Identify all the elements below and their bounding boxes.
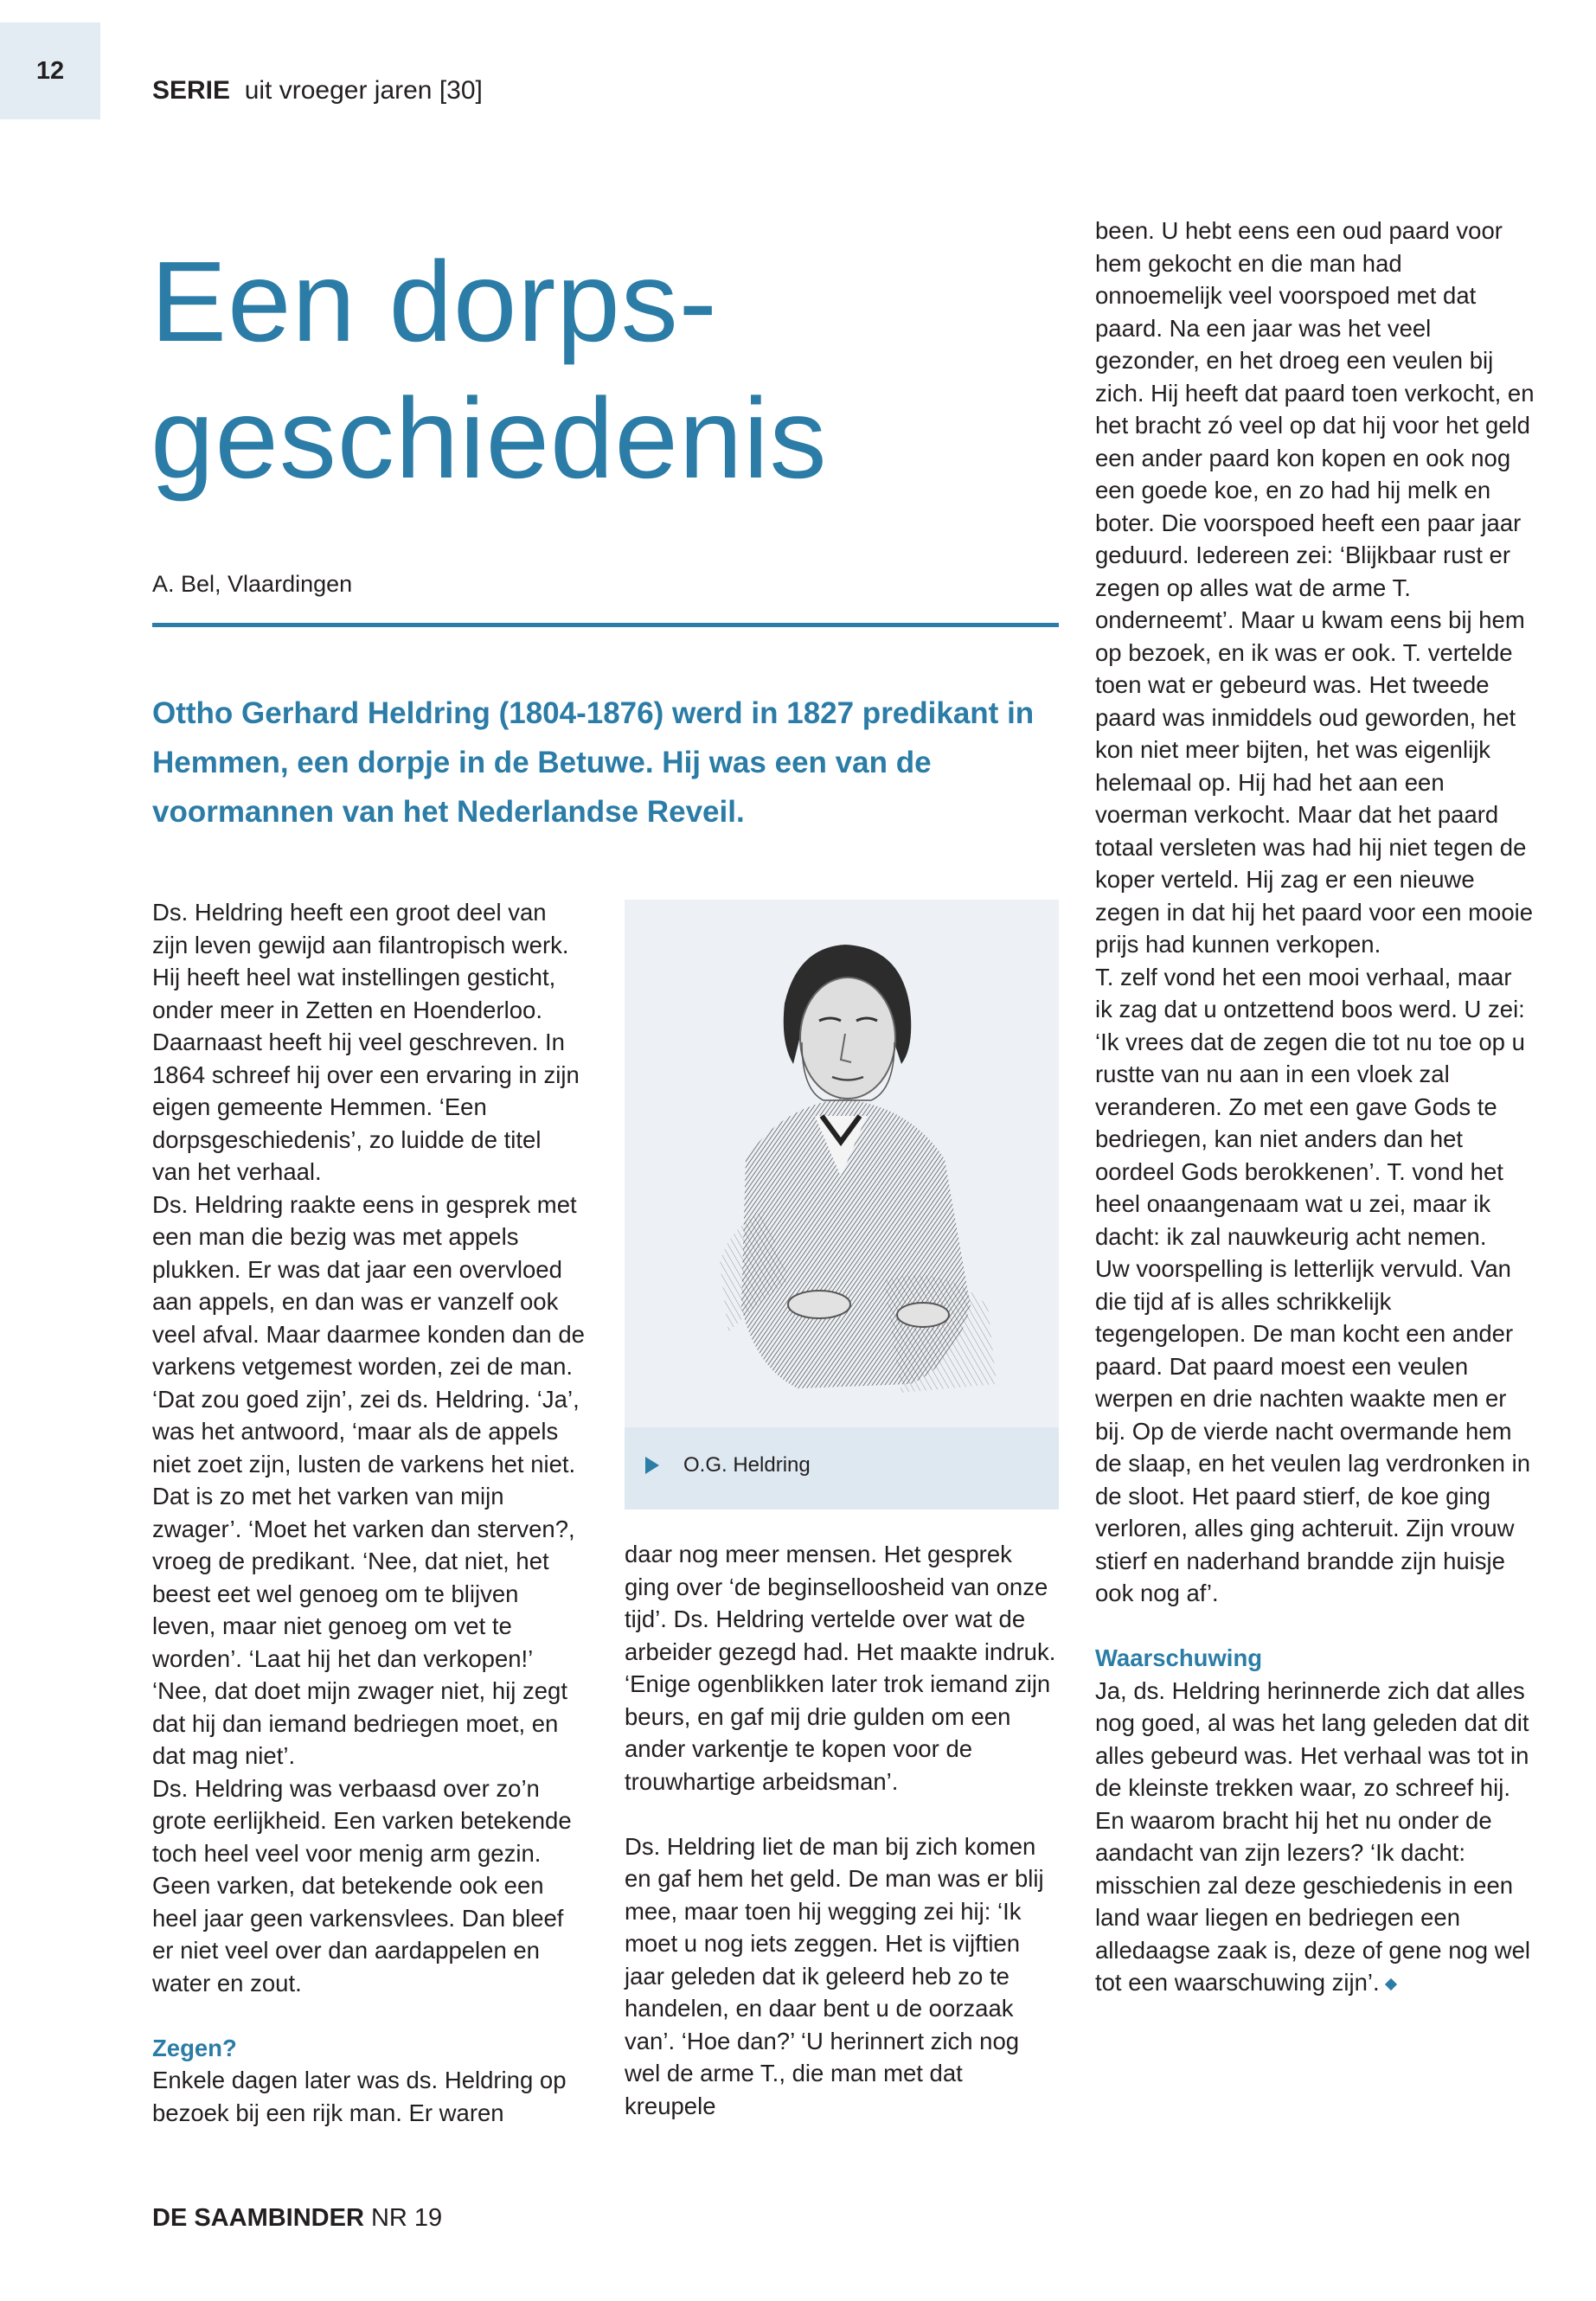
paragraph: Ds. Heldring was verbaasd over zo’n grote eerlijkheid. Een varken betekende toch heel veel voor menig arm gezin. Geen varken, dat betekende ook een heel jaar geen varkensvlees. Dan bleef er niet veel over dan aardappelen en water en zout. bbox=[152, 1774, 572, 1997]
page-number: 12 bbox=[0, 22, 100, 119]
text-column-2 bbox=[625, 1538, 1057, 2122]
series-title: uit vroeger jaren [30] bbox=[244, 76, 483, 105]
article-lede: Ottho Gerhard Heldring (1804-1876) werd in 1827 predikant in Hemmen, een dorpje in de Betuwe. Hij was een van de voormannen van het Nederlandse Reveil. bbox=[152, 696, 1035, 829]
paragraph: Ds. Heldring raakte eens in gesprek met een man die bezig was met appels plukken. Er was dat jaar een overvloed aan appels, en dan was er vanzelf ook veel afval. Maar daarmee konden dan de varkens vetgemest worden, zei de man. ‘Dat zou goed zijn’, zei ds. Heldring. ‘Ja’, was het antwoord, ‘maar als de appels niet zoet zijn, lusten de varkens het niet. Dat is zo met het varken van mijn zwager’. ‘Moet het varken dan sterven?, vroeg de predikant. ‘Nee, dat niet, het beest eet wel genoeg om te blijven leven, maar niet genoeg om vet te worden’. ‘Laat hij het dan verkopen!’ ‘Nee, dat doet mijn zwager niet, hij zegt dat hij dan iemand bedriegen moet, en dat mag niet’. bbox=[152, 1190, 585, 1769]
section-heading-waarschuwing: Waarschuwing bbox=[1095, 1644, 1263, 1671]
text-column-3 bbox=[1095, 215, 1535, 1999]
title-divider bbox=[152, 623, 1059, 627]
title-line-1: Een dorps- bbox=[151, 238, 718, 365]
title-line-2: geschiedenis bbox=[151, 375, 828, 502]
issue-number: NR 19 bbox=[370, 2204, 443, 2232]
paragraph: Uw voorspelling is letterlijk vervuld. Van die tijd af is alles schrikkelijk tegengelopen. De man kocht een ander paard. Dat paard moest een veulen werpen en drie nachten waakte men er bij. Op de vierde nacht overmande hem de slaap, en het veulen lag verdronken in de sloot. Het paard stierf, de koe ging verloren, alles ging achteruit. Zijn vrouw stierf en naderhand brandde zijn huisje ook nog af’. bbox=[1095, 1255, 1530, 1606]
article-author: A. Bel, Vlaardingen bbox=[152, 571, 353, 597]
photo-caption bbox=[645, 1453, 811, 1477]
photo-figure bbox=[625, 900, 1059, 1509]
series-header bbox=[152, 76, 483, 106]
section-heading-zegen: Zegen? bbox=[152, 2034, 237, 2061]
paragraph: Ds. Heldring heeft een groot deel van zijn leven gewijd aan filantropisch werk. Hij heeft heel wat instellingen gesticht, onder meer in Zetten en Hoenderloo. Daarnaast heeft hij veel geschreven. In 1864 schreef hij over een ervaring in zijn eigen gemeente Hemmen. ‘Een dorpsgeschiedenis’, zo luidde de titel van het verhaal. bbox=[152, 899, 580, 1185]
paragraph: been. U hebt eens een oud paard voor hem gekocht en die man had onnoemelijk veel voorspoed met dat paard. Na een jaar was het veel gezonder, en het droeg een veulen bij zich. Hij heeft dat paard toen verkocht, en het bracht zó veel op dat hij voor het geld een ander paard kon kopen en ook nog een goede koe, en zo had hij melk en boter. Die voorspoed heeft een paar jaar geduurd. Iedereen zei: ‘Blijkbaar rust er zegen op alles wat de arme T. onderneemt’. Maar u kwam eens bij hem op bezoek, en ik was er ook. T. vertelde toen wat er gebeurd was. Het tweede paard was inmiddels oud geworden, het kon niet meer bijten, het was eigenlijk helemaal op. Hij had het aan een voerman verkocht. Maar dat het paard totaal versleten was had hij niet tegen de koper verteld. Hij zag er een nieuwe zegen in dat hij het paard voor een mooie prijs had kunnen verkopen. bbox=[1095, 217, 1535, 958]
caption-arrow-icon bbox=[645, 1457, 659, 1474]
end-diamond-icon bbox=[1385, 1978, 1397, 1990]
paragraph: Ja, ds. Heldring herinnerde zich dat alles nog goed, al was het lang geleden dat dit alles gebeurd was. Het verhaal was tot in de kleinste trekken waar, zo schreef hij. bbox=[1095, 1676, 1529, 1801]
paragraph: T. zelf vond het een mooi verhaal, maar ik zag dat u ontzettend boos werd. U zei: ‘Ik vrees dat de zegen die tot nu toe op u rustte van nu aan in een vloek zal veranderen. Zo met een gave Gods te bedriegen, kan niet anders dan het oordeel Gods berokkenen’. T. vond het heel onaangenaam wat u zei, maar ik dacht: ik zal nauwkeurig acht nemen. bbox=[1095, 963, 1525, 1250]
page-footer bbox=[152, 2204, 442, 2233]
article-title bbox=[151, 234, 1067, 507]
paragraph: Enkele dagen later was ds. Heldring op bezoek bij een rijk man. Er waren bbox=[152, 2067, 567, 2126]
paragraph: Ds. Heldring liet de man bij zich komen en gaf hem het geld. De man was er blij mee, maar toen hij wegging zei hij: ‘Ik moet u nog iets zeggen. Het is vijftien jaar geleden dat ik geleerd heb zo te handelen, en daar bent u de oorzaak van’. ‘Hoe dan?’ ‘U herinnert zich nog wel de arme T., die man met dat kreupele bbox=[625, 1832, 1044, 2119]
caption-text: O.G. Heldring bbox=[683, 1453, 811, 1477]
portrait-photo bbox=[625, 900, 1059, 1427]
text-column-1 bbox=[152, 896, 585, 2129]
series-label: SERIE bbox=[152, 76, 231, 105]
closing-paragraph: En waarom bracht hij het nu onder de aandacht van zijn lezers? ‘Ik dacht: misschien zal deze geschiedenis in een land waar liegen en bedriegen een alledaagse zaak is, deze of gene nog wel tot een waarschuwing zijn’. bbox=[1095, 1806, 1530, 1996]
portrait-engraving-icon bbox=[625, 900, 1059, 1427]
magazine-name: DE SAAMBINDER bbox=[152, 2204, 364, 2232]
paragraph bbox=[1095, 1804, 1535, 1999]
paragraph: daar nog meer mensen. Het gesprek ging over ‘de beginselloosheid van onze tijd’. Ds. Heldring vertelde over wat de arbeider gezegd had. Het maakte indruk. ‘Enige ogenblikken later trok iemand zijn beurs, en gaf mij drie gulden om een ander varkentje te kopen voor de trouwhartige arbeidsman’. bbox=[625, 1541, 1056, 1795]
